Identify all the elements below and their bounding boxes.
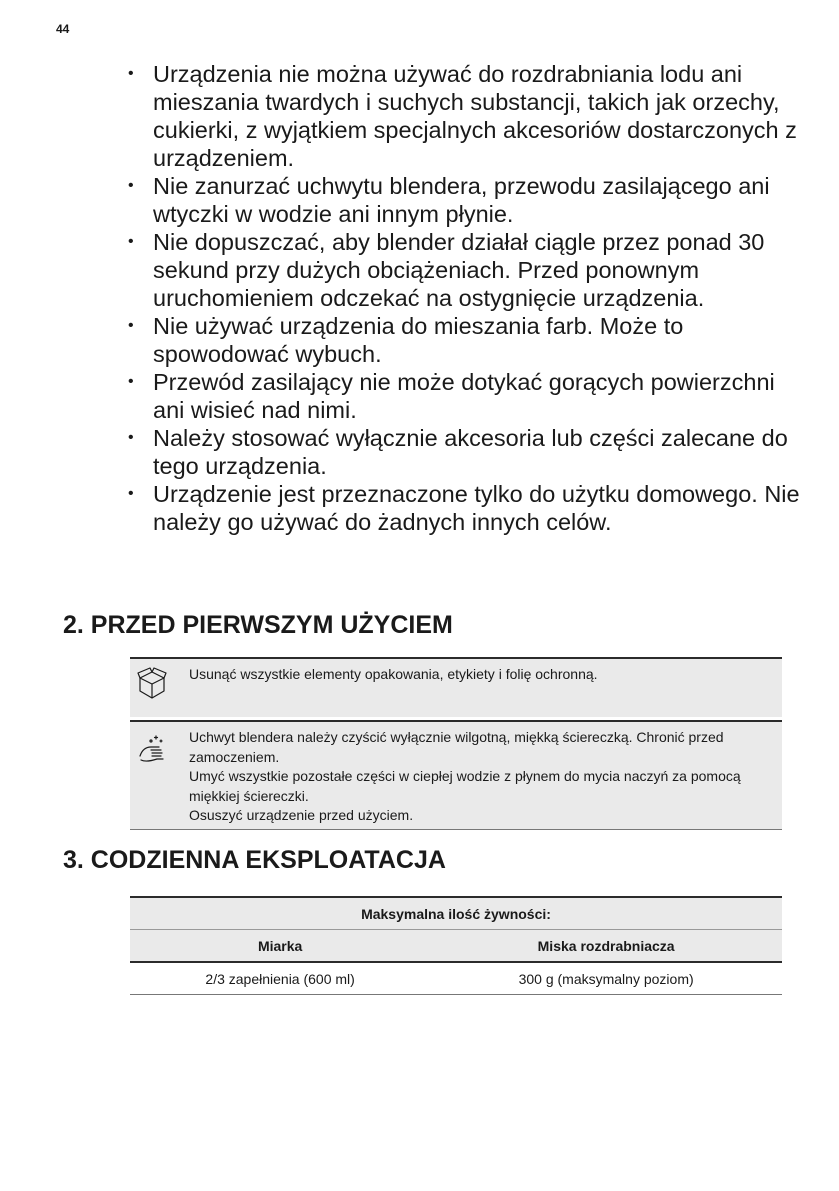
section-title-daily-use: 3. CODZIENNA EKSPLOATACJA <box>63 846 446 874</box>
section-title-before-first-use: 2. PRZED PIERWSZYM UŻYCIEM <box>63 611 453 639</box>
info-row-cleaning <box>130 720 782 830</box>
table-cell: 300 g (maksymalny poziom) <box>430 962 782 995</box>
list-item: • Należy stosować wyłącznie akcesoria lub części zalecane do tego urządzenia. <box>128 425 788 479</box>
max-food-table <box>130 896 782 995</box>
info-text: Usunąć wszystkie elementy opakowania, etykiety i folię ochronną. <box>189 666 598 682</box>
table-caption: Maksymalna ilość żywności: <box>130 897 782 930</box>
list-item: • Urządzenie jest przeznaczone tylko do użytku domowego. Nie należy go używać do żadnych innych celów. <box>128 481 800 535</box>
bullet-icon: • <box>128 485 134 502</box>
bullet-icon: • <box>128 177 134 194</box>
list-item: • Przewód zasilający nie może dotykać gorących powierzchni ani wisieć nad nimi. <box>128 369 775 423</box>
info-row-packaging <box>130 657 782 717</box>
cleaning-hand-icon <box>137 730 167 766</box>
list-item: • Nie używać urządzenia do mieszania farb. Może to spowodować wybuch. <box>128 313 684 367</box>
column-header-measure: Miarka <box>130 930 430 963</box>
column-header-chopper-bowl: Miska rozdrabniacza <box>430 930 782 963</box>
safety-instructions-list <box>128 60 808 536</box>
page-number: 44 <box>56 22 70 36</box>
list-item: • Nie zanurzać uchwytu blendera, przewodu zasilającego ani wtyczki w wodzie ani innym płynie. <box>128 173 770 227</box>
bullet-icon: • <box>128 65 134 82</box>
list-item: • Urządzenia nie można używać do rozdrabniania lodu ani mieszania twardych i suchych substancji, takich jak orzechy, cukierki, z wyjątkiem specjalnych akcesoriów dostarczonych z urządzeniem. <box>128 61 797 171</box>
info-text: Uchwyt blendera należy czyścić wyłącznie wilgotną, miękką ściereczką. Chronić przed zamoczeniem. Umyć wszystkie pozostałe części w ciepłej wodzie z płynem do mycia naczyń za pomocą miękkiej ściereczki. Osuszyć urządzenie przed użyciem. <box>189 729 741 823</box>
bullet-icon: • <box>128 317 134 334</box>
bullet-icon: • <box>128 373 134 390</box>
before-first-use-box <box>130 657 782 830</box>
bullet-icon: • <box>128 429 134 446</box>
table-row <box>130 962 782 995</box>
table-cell: 2/3 zapełnienia (600 ml) <box>130 962 430 995</box>
package-icon <box>137 667 167 703</box>
bullet-icon: • <box>128 233 134 250</box>
list-item: • Nie dopuszczać, aby blender działał ciągle przez ponad 30 sekund przy dużych obciążeniach. Przed ponownym uruchomieniem odczekać na ostygnięcie urządzenia. <box>128 229 765 311</box>
